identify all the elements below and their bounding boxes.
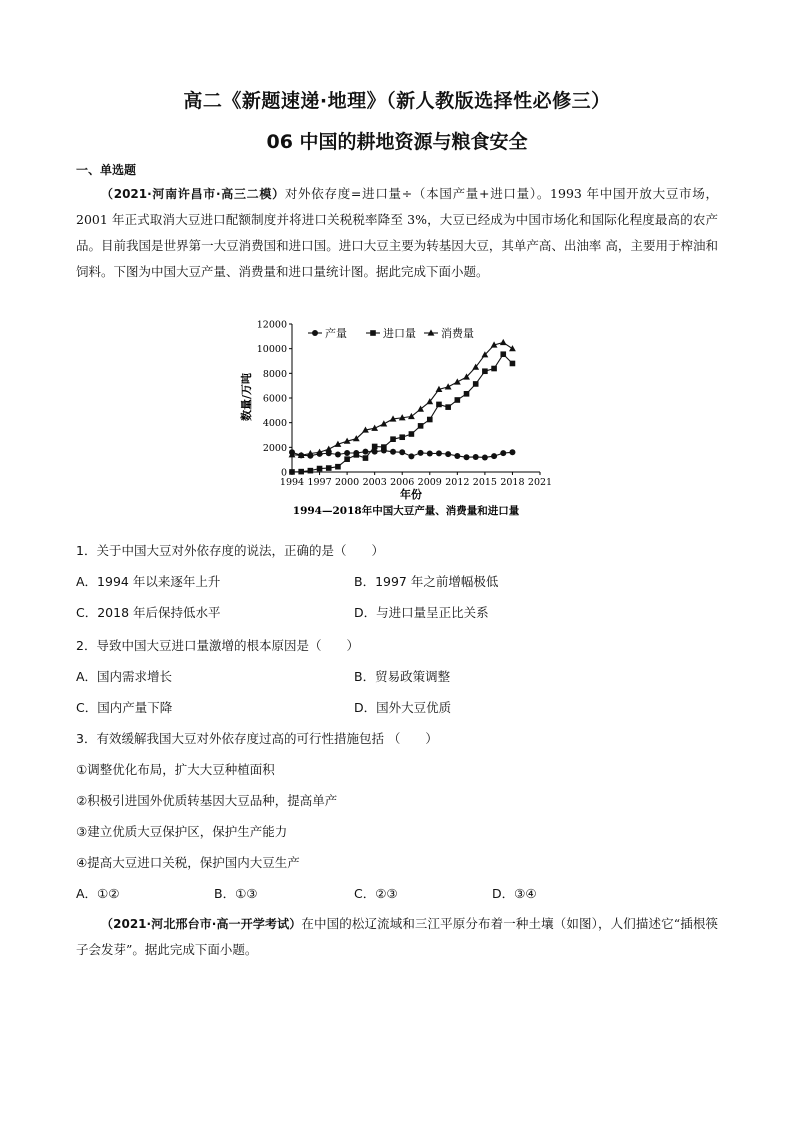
question-2-stem: 2．导致中国大豆进口量激增的根本原因是（ ） [76,638,359,653]
data-point-square [317,466,323,472]
question-2-option-b[interactable]: B．贸易政策调整 [354,669,451,684]
data-point-square [308,468,314,474]
data-point-circle [390,449,396,455]
legend-label-triangle: 消费量 [441,327,474,340]
passage-1-source: （2021·河南许昌市·高三二模） [101,187,285,201]
question-3-option-c[interactable]: C．②③ [354,886,398,901]
data-point-circle [344,450,350,456]
data-point-square [298,469,304,475]
data-point-circle [335,451,341,457]
data-point-triangle [325,446,332,452]
x-tick-label: 2021 [527,477,553,488]
data-point-triangle [371,425,378,431]
passage-2 [76,911,718,963]
soybean-line-chart [230,312,560,517]
chart-plot-area [289,339,516,475]
legend-label-circle: 产量 [325,327,347,340]
data-point-triangle [454,378,461,384]
passage-1-text: 对外依存度=进口量÷（本国产量+进口量）。1993 年中国开放大豆市场，2001 年正式取消大豆进口配额制度并将进口关税税率降至 3%，大豆已经成为中国市场化和国际化程度最高的农产 品。目前我国是世界第一大豆消费国和进口国。进口大豆主要为转基因大豆，其单产高、出油率 高，主要用于榨油和饲料。下图为中国大豆产量、消费量和进口量统计图。据此完成下面小题。 [76,186,718,279]
data-point-triangle [500,339,507,345]
data-point-square [399,434,405,440]
question-1-option-d[interactable]: D．与进口量呈正比关系 [354,605,489,620]
chart-y-axis-label: 数量/万吨 [240,372,253,422]
y-tick-label: 4000 [262,418,287,430]
legend-marker-square [370,330,376,336]
question-3-item-2: ②积极引进国外优质转基因大豆品种，提高单产 [76,793,338,808]
y-tick-label: 6000 [262,393,287,405]
data-point-square [455,397,461,403]
data-point-circle [473,454,479,460]
data-point-square [482,368,488,374]
question-1-option-a[interactable]: A．1994 年以来逐年上升 [76,574,221,589]
data-point-square [491,366,497,372]
x-tick-label: 2006 [390,477,415,488]
chart-axes [257,320,552,489]
legend-label-square: 进口量 [383,327,416,340]
question-3-option-d[interactable]: D．③④ [492,886,537,901]
x-tick-label: 2000 [335,477,360,488]
x-tick-label: 2012 [445,477,470,488]
question-3-stem: 3．有效缓解我国大豆对外依存度过高的可行性措施包括 （ ） [76,731,438,746]
x-tick-label: 2009 [417,477,442,488]
data-point-circle [362,449,368,455]
data-point-circle [427,451,433,457]
data-point-circle [454,453,460,459]
x-tick-label: 1994 [279,477,305,488]
x-tick-label: 2018 [500,477,525,488]
data-point-triangle [417,406,424,412]
data-point-triangle [408,413,415,419]
data-point-square [409,431,415,437]
question-1-stem: 1．关于中国大豆对外依存度的说法，正确的是（ ） [76,543,384,558]
data-point-square [289,469,295,475]
chart-x-axis-label: 年份 [400,488,422,501]
question-3-item-4: ④提高大豆进口关税，保护国内大豆生产 [76,855,300,870]
data-point-circle [399,449,405,455]
section-heading: 一、单选题 [76,163,137,177]
data-point-triangle [380,420,387,426]
data-point-square [510,361,516,367]
data-point-square [500,351,506,357]
data-point-circle [491,453,497,459]
y-tick-label: 10000 [256,344,287,356]
document-subtitle: 06 中国的耕地资源与粮食安全 [266,131,528,153]
data-point-circle [500,450,506,456]
data-point-square [436,402,442,408]
document-title: 高二《新题速递·地理》（新人教版选择性必修三） [183,90,611,112]
question-2-option-c[interactable]: C．国内产量下降 [76,700,173,715]
data-point-square [372,444,378,450]
data-point-triangle [445,383,452,389]
data-point-square [427,417,433,423]
data-point-circle [445,451,451,457]
data-point-square [390,436,396,442]
passage-2-text: 在中国的松辽流域和三江平原分布着一种土壤（如图），人们描述它“插根筷子会发芽”。据此完成下面小题。 [76,916,718,957]
chart-legend [308,326,474,340]
x-tick-label: 2003 [362,477,387,488]
data-point-square [445,404,451,410]
data-point-circle [408,453,414,459]
question-3-item-1: ①调整优化布局，扩大大豆种植面积 [76,762,275,777]
question-2-option-d[interactable]: D．国外大豆优质 [354,700,452,715]
y-tick-label: 12000 [256,319,287,331]
data-point-square [418,423,424,429]
data-point-circle [464,454,470,460]
y-tick-label: 2000 [262,442,287,454]
data-point-circle [482,454,488,460]
data-point-square [326,465,332,471]
data-point-square [335,464,341,470]
y-tick-label: 8000 [262,368,287,380]
x-tick-label: 1997 [307,477,332,488]
data-point-triangle [509,345,516,351]
data-point-circle [418,450,424,456]
data-point-square [381,444,387,450]
question-3-item-3: ③建立优质大豆保护区，保护生产能力 [76,824,288,839]
chart-title: 1994—2018年中国大豆产量、消费量和进口量 [292,505,520,517]
data-point-circle [436,450,442,456]
passage-2-source: （2021·河北邢台市·高一开学考试） [101,917,302,931]
question-2-option-a[interactable]: A．国内需求增长 [76,669,173,684]
x-tick-label: 2015 [472,477,497,488]
question-1-option-b[interactable]: B．1997 年之前增幅极低 [354,574,499,589]
data-point-square [353,452,359,458]
data-point-square [464,391,470,397]
data-point-circle [509,449,515,455]
question-3-option-a[interactable]: A．①② [76,886,120,901]
data-point-square [473,381,479,387]
y-tick-label: 0 [280,467,287,479]
legend-marker-circle [312,330,318,336]
data-point-square [344,456,350,462]
question-1-option-c[interactable]: C．2018 年后保持低水平 [76,605,221,620]
passage-1 [76,181,718,285]
question-3-option-b[interactable]: B．①③ [214,886,258,901]
data-point-square [363,455,369,461]
